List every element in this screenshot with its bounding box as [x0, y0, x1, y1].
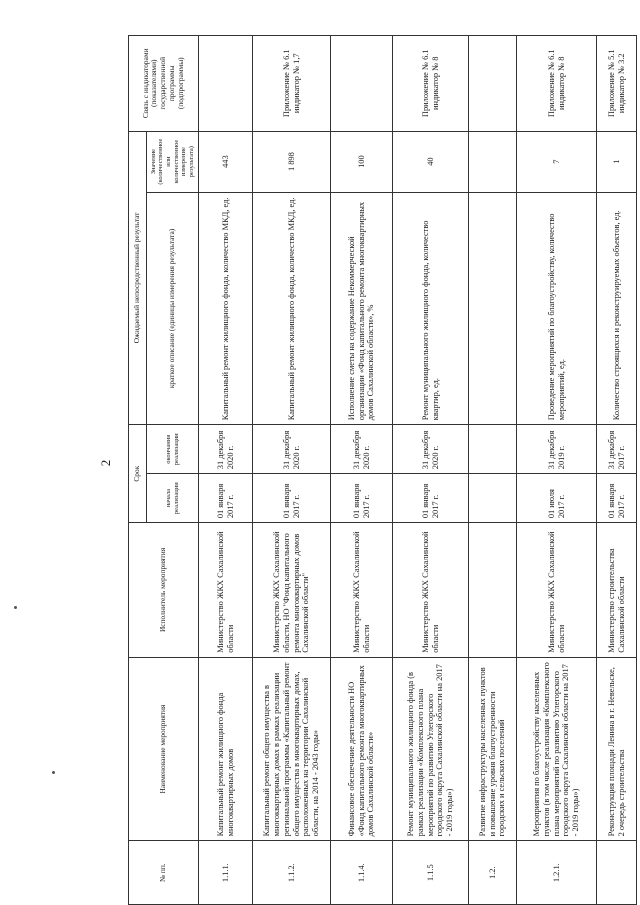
- row-result: Капитальный ремонт жилищного фонда, количество МКД, ед.: [199, 192, 253, 425]
- table-row: [597, 36, 637, 905]
- row-value: [469, 131, 517, 192]
- header-brief: краткое описание (единицы измерения результата): [147, 192, 199, 425]
- row-end: 31 декабря 2020 г.: [199, 425, 253, 474]
- header-executor: Исполнитель мероприятия: [129, 523, 199, 658]
- row-link: Приложение № 6.1 индикатор № 1,7: [253, 36, 331, 132]
- scan-speck: [52, 771, 55, 774]
- row-value: 443: [199, 131, 253, 192]
- row-end: 31 декабря 2020 г.: [393, 425, 469, 474]
- row-end: 31 декабря 2017 г.: [597, 425, 637, 474]
- row-name: Финансовое обеспечение деятельности НО «Фонд капитального ремонта многоквартирных домов Сахалинской области»: [331, 657, 393, 841]
- row-result: Ремонт муниципального жилищного фонда, количество квартир, ед.: [393, 192, 469, 425]
- row-value: 1 898: [253, 131, 331, 192]
- table-row: [331, 36, 393, 905]
- row-num: [597, 841, 637, 905]
- row-executor: Министерство ЖКХ Сахалинской области: [331, 523, 393, 658]
- page-number: 2: [98, 459, 113, 467]
- row-result: [469, 192, 517, 425]
- row-num: 1.2.: [469, 841, 517, 905]
- row-link: [469, 36, 517, 132]
- header-name: Наименование мероприятия: [129, 657, 199, 841]
- row-executor: Министерство строительства Сахалинской области: [597, 523, 637, 658]
- header-start: начала реализации: [147, 474, 199, 523]
- table-row: [517, 36, 597, 905]
- row-value: 7: [517, 131, 597, 192]
- measures-table: [128, 35, 637, 905]
- row-link: [331, 36, 393, 132]
- row-link: Приложение № 6.1 индикатор № 8: [393, 36, 469, 132]
- row-executor: Министерство ЖКХ Сахалинской области, НО "Фонд капитального ремонта многоквартирных домов Сахалинской области": [253, 523, 331, 658]
- row-num: 1.1.5: [393, 841, 469, 905]
- row-result: Количество строящихся и реконструируемых объектов, ед.: [597, 192, 637, 425]
- row-value: 1: [597, 131, 637, 192]
- row-value: 100: [331, 131, 393, 192]
- row-result: Проведение мероприятий по благоустройству, количество мероприятий, ед.: [517, 192, 597, 425]
- row-end: [469, 425, 517, 474]
- row-name: Ремонт муниципального жилищного фонда (в рамках реализации «Комплексного плана мероприятий по развитию Углегорского городского округа Сахалинской области на 2017 - 2019 годы»): [393, 657, 469, 841]
- row-link: [199, 36, 253, 132]
- row-end: 31 декабря 2019 г.: [517, 425, 597, 474]
- row-name: Капитальный ремонт жилищного фонда многоквартирных домов: [199, 657, 253, 841]
- table-row: [199, 36, 253, 905]
- row-num: 1.1.4.: [331, 841, 393, 905]
- row-name: Капитальный ремонт общего имущества в многоквартирных домах в рамках реализации региональной программы «Капитальный ремонт общего имущества в многоквартирных домах, расположенных на территории Сахалинской области, на 2014 - 2043 годы»: [253, 657, 331, 841]
- table-row: [253, 36, 331, 905]
- row-num: 1.2.1.: [517, 841, 597, 905]
- row-start: 01 января 2017 г.: [253, 474, 331, 523]
- row-executor: Министерство ЖКХ Сахалинской области: [199, 523, 253, 658]
- row-end: 31 декабря 2020 г.: [331, 425, 393, 474]
- header-value: Значение (количественное или количественное измерение результата): [147, 131, 199, 192]
- row-start: 01 января 2017 г.: [199, 474, 253, 523]
- row-result: Капитальный ремонт жилищного фонда, количество МКД, ед.: [253, 192, 331, 425]
- row-executor: Министерство ЖКХ Сахалинской области: [517, 523, 597, 658]
- row-start: 01 января 2017 г.: [393, 474, 469, 523]
- rotated-table-container: [128, 35, 628, 905]
- row-num: 1.1.2.: [253, 841, 331, 905]
- row-name: Реконструкция площади Ленина в г. Невельске, 2 очередь строительства: [597, 657, 637, 841]
- row-start: 01 января 2017 г.: [597, 474, 637, 523]
- table-row: [469, 36, 517, 905]
- row-executor: [469, 523, 517, 658]
- row-start: [469, 474, 517, 523]
- header-term: Срок: [129, 425, 147, 523]
- row-end: 31 декабря 2020 г.: [253, 425, 331, 474]
- header-end: окончания реализации: [147, 425, 199, 474]
- table-row: [393, 36, 469, 905]
- row-name: Развитие инфраструктуры населенных пунктов и повышение уровня благоустроенности городских и сельских поселений: [469, 657, 517, 841]
- row-name: Мероприятия по благоустройству населенных пунктов (в том числе реализация «Комплексного плана мероприятий по развитию Углегорского городского округа Сахалинской области на 2017 - 2019 годы»): [517, 657, 597, 841]
- row-num: 1.1.1.: [199, 841, 253, 905]
- header-num: № пп.: [129, 841, 199, 905]
- row-result: Исполнение сметы на содержание Некоммерческой организации «Фонд капитального ремонта многоквартирных домов Сахалинской области», %: [331, 192, 393, 425]
- row-link: Приложение № 5.1 индикатор № 3.2: [597, 36, 637, 132]
- scan-speck: [14, 606, 17, 609]
- header-expected: Ожидаемый непосредственный результат: [129, 131, 147, 425]
- row-executor: Министерство ЖКХ Сахалинской области: [393, 523, 469, 658]
- header-link: Связь с индикаторами (показателями) государственной программы (подпрограммы): [129, 36, 199, 132]
- row-value: 40: [393, 131, 469, 192]
- row-start: 01 июля 2017 г.: [517, 474, 597, 523]
- row-start: 01 января 2017 г.: [331, 474, 393, 523]
- row-link: Приложение № 6.1 индикатор № 8: [517, 36, 597, 132]
